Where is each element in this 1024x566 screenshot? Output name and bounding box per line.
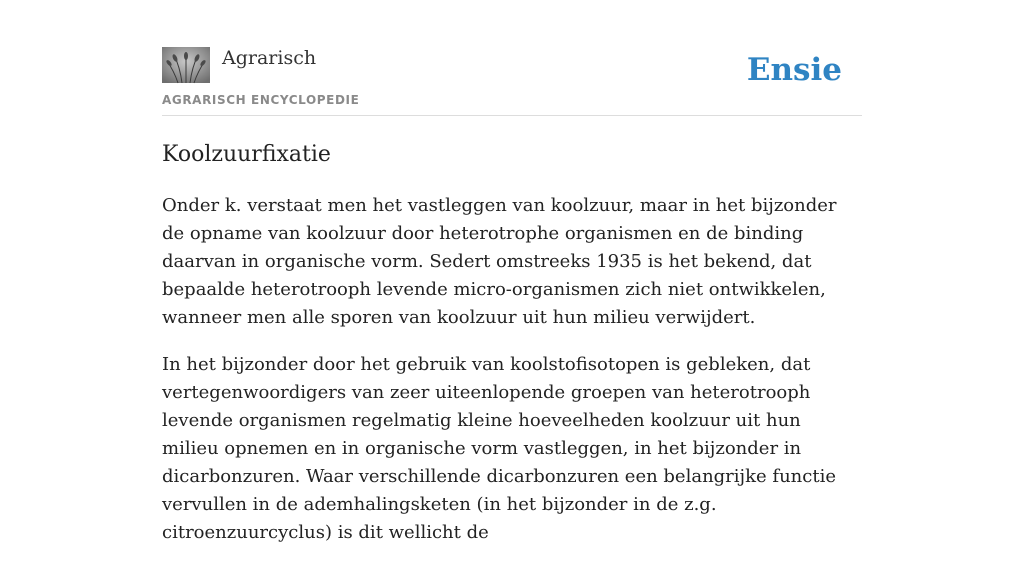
brand-logo-link[interactable]: Ensie	[746, 52, 842, 88]
article-body	[162, 192, 862, 566]
source-subtitle: AGRARISCH ENCYCLOPEDIE	[162, 93, 360, 107]
source-title[interactable]: Agrarisch	[222, 47, 317, 69]
site-header	[162, 46, 862, 116]
article-paragraph: Onder k. verstaat men het vastleggen van koolzuur, maar in het bijzonder de opname van koolzuur door heterotrophe organismen en de binding daarvan in organische vorm. Sedert omstreeks 1935 is het bekend, dat bepaalde heterotrooph levende micro-organismen zich niet ontwikkelen, wanneer men alle sporen van koolzuur uit hun milieu verwijdert.	[162, 195, 837, 328]
wheat-icon[interactable]	[162, 47, 210, 83]
article-title: Koolzuurfixatie	[162, 142, 331, 167]
article-paragraph: In het bijzonder door het gebruik van koolstofisotopen is gebleken, dat vertegenwoordigers van zeer uiteenlopende groepen van heterotrooph levende organismen regelmatig kleine hoeveelheden koolzuur uit hun milieu opnemen en in organische vorm vastleggen, in het bijzonder in dicarbonzuren. Waar verschillende dicarbonzuren een belangrijke functie vervullen in de ademhalingsketen (in het bijzonder in de z.g. citroenzuurcyclus) is dit wellicht de	[162, 354, 836, 543]
